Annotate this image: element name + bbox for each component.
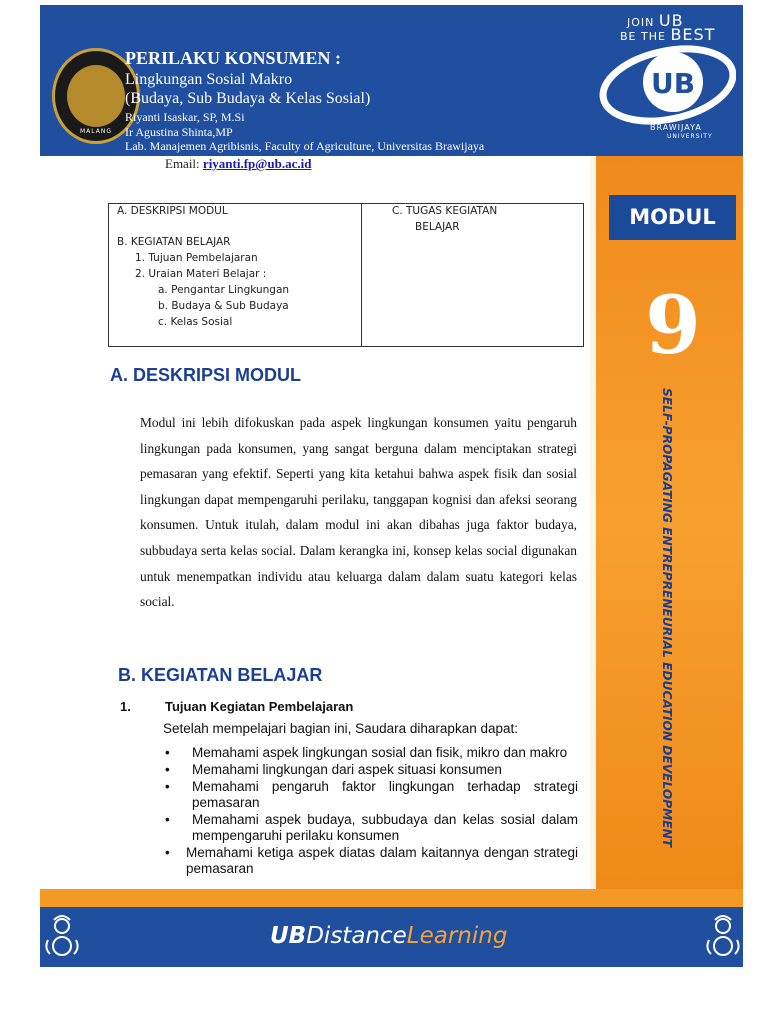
toc-item-c-line2[interactable]: BELAJAR <box>415 221 460 233</box>
list-item: • Memahami aspek lingkungan sosial dan fisik, mikro dan makro <box>163 745 578 761</box>
email-link[interactable]: riyanti.fp@ub.ac.id <box>202 156 312 171</box>
list-item: • Memahami aspek budaya, subbudaya dan kelas sosial dalam mempengaruhi perilaku konsumen <box>163 812 578 844</box>
ub-logo <box>596 40 736 130</box>
brawijaya-text: BRAWIJAYA <box>650 123 702 132</box>
be-the-word: BE THE <box>620 30 666 43</box>
email-row <box>165 156 311 172</box>
author-1: Riyanti Isaskar, SP, M.Si <box>125 110 245 124</box>
item-title: Tujuan Kegiatan Pembelajaran <box>165 699 354 714</box>
module-subtitle-1: Lingkungan Sosial Makro <box>125 71 293 88</box>
item-number: 1. <box>120 699 131 714</box>
join-ub-word: UB <box>658 11 684 30</box>
section-a-paragraph: Modul ini lebih difokuskan pada aspek lingkungan konsumen yaitu pengaruh lingkungan pada konsumen, yang sangat berguna dalam menciptakan strategi pemasaran yang efektif. Seperti yang kita ketahui bahwa aspek fisik dan sosial lingkungan dapat mempengaruhi perilaku, tanggapan kognisi dan afeksi seorang konsumen. Untuk itulah, dalam modul ini akan dibahas juga faktor budaya, subbudaya serta kelas social. Dalam kerangka ini, konsep kelas social digunakan untuk menempatkan individu atau keluarga dalam dalam suatu kategori kelas social. <box>140 415 577 610</box>
email-label: Email: <box>165 156 200 171</box>
vertical-tagline <box>660 388 684 870</box>
university-text: UNIVERSITY <box>667 133 713 140</box>
objectives-list <box>163 745 578 878</box>
ub-distance-learning-logo <box>270 923 507 949</box>
section-a-heading: A. DESKRIPSI MODUL <box>110 365 302 385</box>
toc-item-b2b[interactable]: b. Budaya & Sub Budaya <box>158 300 289 312</box>
module-title: PERILAKU KONSUMEN : <box>125 48 342 68</box>
seal-text: MALANG <box>79 128 112 135</box>
join-word: JOIN <box>627 16 655 29</box>
brand-learning: Learning <box>406 923 508 949</box>
toc-item-b2[interactable]: 2. Uraian Materi Belajar : <box>135 268 267 280</box>
brand-ub: UB <box>270 923 307 949</box>
footer-orange-bar <box>40 889 743 907</box>
vertical-tagline-text: SELF-PROPAGATING ENTREPRENEURIAL EDUCATION DEVELOPMENT <box>660 388 674 848</box>
author-2: Ir Agustina Shinta,MP <box>125 125 233 139</box>
toc-item-b2a[interactable]: a. Pengantar Lingkungan <box>158 284 290 296</box>
toc-divider <box>361 204 362 346</box>
ub-logo-text: UB <box>650 67 696 100</box>
objectives-intro: Setelah mempelajari bagian ini, Saudara diharapkan dapat: <box>163 721 518 736</box>
modul-label-box: MODUL <box>609 195 736 240</box>
brand-distance: Distance <box>306 923 407 949</box>
list-item: • Memahami pengaruh faktor lingkungan terhadap strategi pemasaran <box>163 779 578 811</box>
seal-emblem <box>67 65 125 127</box>
toc-item-c[interactable]: C. TUGAS KEGIATAN <box>392 205 498 217</box>
toc-item-b1[interactable]: 1. Tujuan Pembelajaran <box>135 252 258 264</box>
lab-affiliation: Lab. Manajemen Agribisnis, Faculty of Agriculture, Universitas Brawijaya <box>125 139 485 153</box>
module-subtitle-2: (Budaya, Sub Budaya & Kelas Sosial) <box>125 90 371 107</box>
modul-number: 9 <box>645 278 701 372</box>
best-word: BEST <box>670 25 716 44</box>
table-of-contents <box>108 203 584 347</box>
ornament-left-icon <box>42 912 82 962</box>
ornament-right-icon <box>703 912 743 962</box>
toc-item-a[interactable]: A. DESKRIPSI MODUL <box>117 205 228 217</box>
list-item: • Memahami ketiga aspek diatas dalam kaitannya dengan strategi pemasaran <box>163 845 578 877</box>
toc-item-b[interactable]: B. KEGIATAN BELAJAR <box>117 236 231 248</box>
section-b-heading: B. KEGIATAN BELAJAR <box>118 665 323 685</box>
toc-item-b2c[interactable]: c. Kelas Sosial <box>158 316 233 328</box>
list-item: • Memahami lingkungan dari aspek situasi konsumen <box>163 762 578 778</box>
sidebar-stripe <box>590 156 596 889</box>
